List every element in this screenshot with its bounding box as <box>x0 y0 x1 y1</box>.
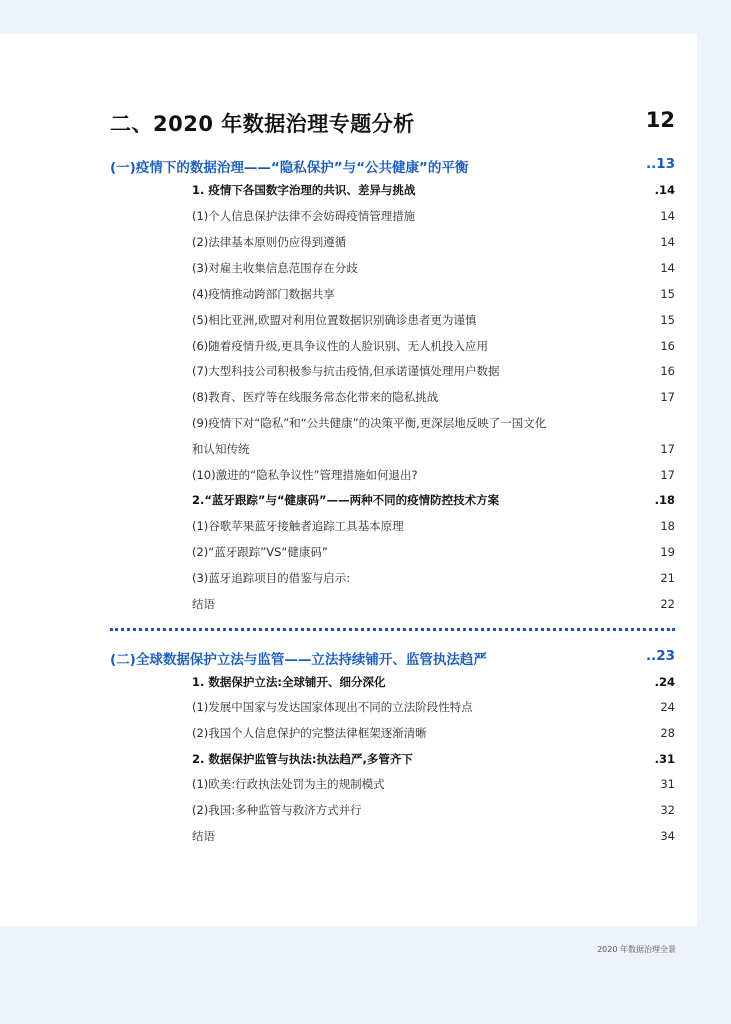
toc-entry[interactable] <box>192 699 675 715</box>
section-page-1[interactable]: ..13 <box>645 156 675 172</box>
toc-entry-label: 2.“蓝牙跟踪”与“健康码”——两种不同的疫情防控技术方案 <box>192 493 500 507</box>
toc-entry-label: (3)蓝牙追踪项目的借鉴与启示: <box>192 571 351 585</box>
toc-entry-page: 22 <box>660 597 675 611</box>
toc-entry[interactable] <box>192 312 675 328</box>
toc-entry-page: 15 <box>660 287 675 301</box>
toc-entry[interactable] <box>192 570 675 586</box>
toc-entry-page: 15 <box>660 313 675 327</box>
toc-entry-page: 14 <box>660 235 675 249</box>
toc-entry-label: 1. 疫情下各国数字治理的共识、差异与挑战 <box>192 183 416 197</box>
toc-entry[interactable] <box>192 338 675 354</box>
toc-entry-label: (9)疫情下对“隐私”和“公共健康”的决策平衡,更深层地反映了一国文化 <box>192 416 547 430</box>
toc-entry-label: (7)大型科技公司积极参与抗击疫情,但承诺谨慎处理用户数据 <box>192 364 500 378</box>
toc-entry[interactable] <box>192 828 675 844</box>
toc-entry-page: 34 <box>660 829 675 843</box>
toc-entry-label: 结语 <box>192 597 215 611</box>
dotted-divider <box>110 628 675 631</box>
toc-entry[interactable] <box>192 441 675 457</box>
toc-entry-page: 28 <box>660 726 675 740</box>
toc-entry[interactable] <box>192 208 675 224</box>
toc-entry-label: 和认知传统 <box>192 442 250 456</box>
toc-entry-label: (8)教育、医疗等在线服务常态化带来的隐私挑战 <box>192 390 439 404</box>
toc-entry-page: 14 <box>660 261 675 275</box>
toc-entry-label: 2. 数据保护监管与执法:执法趋严,多管齐下 <box>192 752 413 766</box>
toc-entry[interactable] <box>192 725 675 741</box>
toc-entry[interactable] <box>192 182 675 198</box>
toc-entry-label: 1. 数据保护立法:全球铺开、细分深化 <box>192 675 386 689</box>
page-footer: 2020 年数据治理全景 <box>597 945 676 954</box>
page-title: 二、2020 年数据治理专题分析 <box>110 112 415 136</box>
toc-entry[interactable] <box>192 776 675 792</box>
toc-entry-page: 17 <box>660 442 675 456</box>
section-page-2[interactable]: ..23 <box>645 648 675 664</box>
toc-entry-page: 21 <box>660 571 675 585</box>
toc-entry-label: (2)我国:多种监管与救济方式并行 <box>192 803 362 817</box>
toc-entry-page: 16 <box>660 339 675 353</box>
toc-entry[interactable] <box>192 415 675 431</box>
toc-entry[interactable] <box>192 286 675 302</box>
toc-entry-label: (10)激进的“隐私争议性”管理措施如何退出? <box>192 468 418 482</box>
toc-entry[interactable] <box>192 544 675 560</box>
toc-entry-label: (6)随着疫情升级,更具争议性的人脸识别、无人机投入应用 <box>192 339 488 353</box>
toc-entry-page: 32 <box>660 803 675 817</box>
toc-entry-page: 24 <box>660 700 675 714</box>
toc-entry-label: (4)疫情推动跨部门数据共享 <box>192 287 335 301</box>
toc-entry-page: 16 <box>660 364 675 378</box>
toc-entry[interactable] <box>192 518 675 534</box>
section-heading-1[interactable]: (一)疫情下的数据治理——“隐私保护”与“公共健康”的平衡 <box>110 160 469 176</box>
toc-entry[interactable] <box>192 389 675 405</box>
toc-entry-page: 31 <box>660 777 675 791</box>
toc-entry-label: (2)我国个人信息保护的完整法律框架逐渐清晰 <box>192 726 427 740</box>
toc-entry[interactable] <box>192 674 675 690</box>
toc-entry-page: 17 <box>660 468 675 482</box>
toc-entry-label: (1)个人信息保护法律不会妨碍疫情管理措施 <box>192 209 416 223</box>
toc-entry-label: (1)谷歌苹果蓝牙接触者追踪工具基本原理 <box>192 519 404 533</box>
toc-entry-page: .24 <box>654 675 675 689</box>
toc-entry-page: .18 <box>654 493 675 507</box>
toc-entry-page: .31 <box>654 752 675 766</box>
toc-entry-label: 结语 <box>192 829 215 843</box>
toc-entry-page: 17 <box>660 390 675 404</box>
toc-entry-page: 19 <box>660 545 675 559</box>
toc-entry[interactable] <box>192 802 675 818</box>
toc-entry-label: (2)法律基本原则仍应得到遵循 <box>192 235 347 249</box>
toc-entry[interactable] <box>192 363 675 379</box>
toc-entry-label: (5)相比亚洲,欧盟对利用位置数据识别确诊患者更为谨慎 <box>192 313 477 327</box>
page-title-number: 12 <box>645 108 675 132</box>
toc-entry[interactable] <box>192 751 675 767</box>
toc-entry[interactable] <box>192 467 675 483</box>
toc-entry-label: (1)发展中国家与发达国家体现出不同的立法阶段性特点 <box>192 700 473 714</box>
toc-entry[interactable] <box>192 260 675 276</box>
toc-entry[interactable] <box>192 234 675 250</box>
toc-entry-page: .14 <box>654 183 675 197</box>
section-heading-2[interactable]: (二)全球数据保护立法与监管——立法持续铺开、监管执法趋严 <box>110 652 487 668</box>
toc-entry[interactable] <box>192 596 675 612</box>
toc-entry-label: (1)欧美:行政执法处罚为主的规制模式 <box>192 777 385 791</box>
toc-entry-page: 18 <box>660 519 675 533</box>
toc-entry-label: (2)“蓝牙跟踪”VS“健康码” <box>192 545 328 559</box>
toc-entry[interactable] <box>192 492 675 508</box>
toc-entry-label: (3)对雇主收集信息范围存在分歧 <box>192 261 358 275</box>
toc-entry-page: 14 <box>660 209 675 223</box>
